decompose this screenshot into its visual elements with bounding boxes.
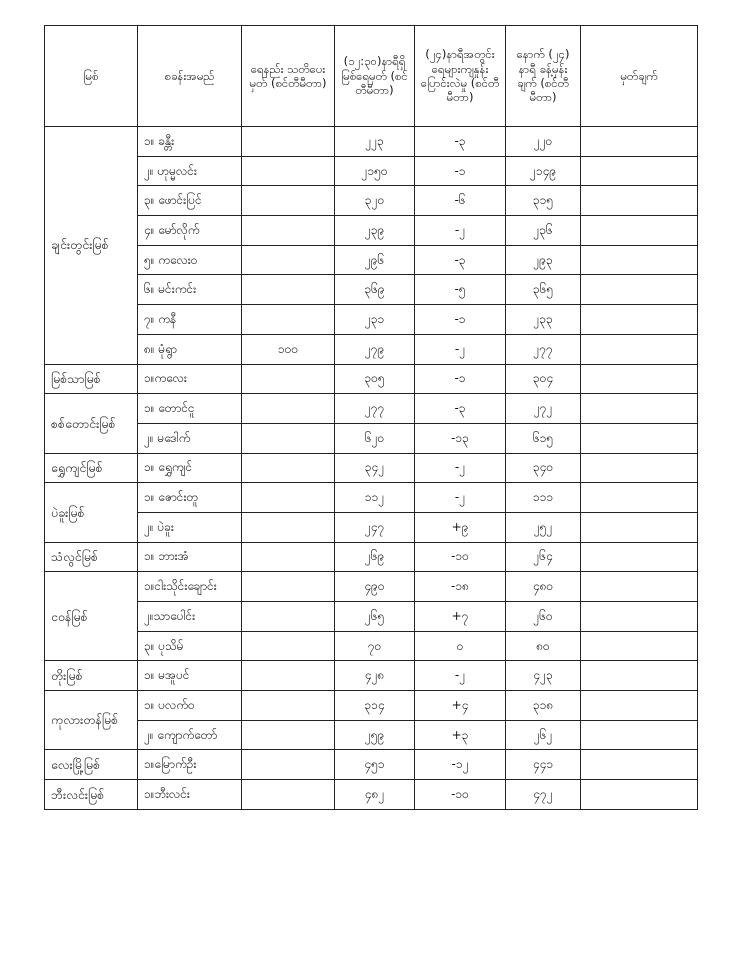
change-cell: -၃ xyxy=(415,394,506,424)
forecast-cell: ၃၀၄ xyxy=(506,364,581,394)
warning-level-cell xyxy=(242,750,335,780)
river-cell: ရွှေကျင်မြစ် xyxy=(45,453,138,483)
change-cell: -၁၃ xyxy=(415,423,506,453)
forecast-cell: ၂၇၂ xyxy=(506,394,581,424)
remark-cell xyxy=(581,720,698,750)
station-cell: ၆။ မင်းကင်း xyxy=(138,275,242,305)
water-level-cell: ၃၀၅ xyxy=(335,364,415,394)
water-level-cell: ၁၁၂ xyxy=(335,483,415,513)
station-cell: ၁။ ဇောင်းတူ xyxy=(138,483,242,513)
water-level-cell: ၂၇၉ xyxy=(335,334,415,364)
forecast-cell: ၂၁၄၉ xyxy=(506,156,581,186)
table-header xyxy=(45,26,698,127)
remark-cell xyxy=(581,750,698,780)
river-cell: ပဲခူးမြစ် xyxy=(45,483,138,542)
forecast-cell: ၂၆၄ xyxy=(506,542,581,572)
header-change-24h: (၂၄)နာရီအတွင်း ရေများကျနှုန်း ပြောင်းလဲမှု (စင်တီမီတာ) xyxy=(415,26,506,127)
change-cell: +၇ xyxy=(415,602,506,632)
header-warning-level: ရေနည်း သတိပေးမှတ် (စင်တီမီတာ) xyxy=(242,26,335,127)
water-level-cell: ၄၂၈ xyxy=(335,661,415,691)
table-row xyxy=(45,275,698,305)
forecast-cell: ၃၁၈ xyxy=(506,691,581,721)
remark-cell xyxy=(581,305,698,335)
warning-level-cell xyxy=(242,305,335,335)
station-cell: ၂။ ကျောက်တော် xyxy=(138,720,242,750)
forecast-cell: ၂၇၇ xyxy=(506,334,581,364)
station-cell: ၁။ကလေး xyxy=(138,364,242,394)
remark-cell xyxy=(581,394,698,424)
remark-cell xyxy=(581,334,698,364)
forecast-cell: ၆၁၅ xyxy=(506,423,581,453)
table-row xyxy=(45,127,698,157)
warning-level-cell xyxy=(242,156,335,186)
station-cell: ၃။ ပုသိမ် xyxy=(138,631,242,661)
forecast-cell: ၂၉၃ xyxy=(506,245,581,275)
change-cell: +၉ xyxy=(415,512,506,542)
table-row xyxy=(45,334,698,364)
warning-level-cell xyxy=(242,245,335,275)
warning-level-cell xyxy=(242,780,335,810)
warning-level-cell xyxy=(242,572,335,602)
warning-level-cell xyxy=(242,542,335,572)
water-level-cell: ၃၂၀ xyxy=(335,186,415,216)
river-cell: စစ်တောင်းမြစ် xyxy=(45,394,138,453)
river-cell: ဘီးလင်းမြစ် xyxy=(45,780,138,810)
water-level-cell: ၂၃၉ xyxy=(335,216,415,246)
forecast-cell: ၄၄၁ xyxy=(506,750,581,780)
water-level-cell: ၄၅၁ xyxy=(335,750,415,780)
remark-cell xyxy=(581,423,698,453)
river-cell: ငဝန်မြစ် xyxy=(45,572,138,661)
remark-cell xyxy=(581,483,698,513)
remark-cell xyxy=(581,572,698,602)
header-forecast-24h: နောက် (၂၄) နာရီ ခန့်မှန်းချက် (စင်တီမီတာ) xyxy=(506,26,581,127)
river-cell: ချင်းတွင်းမြစ် xyxy=(45,127,138,365)
change-cell: -၂ xyxy=(415,453,506,483)
remark-cell xyxy=(581,216,698,246)
forecast-cell: ၂၆၀ xyxy=(506,602,581,632)
forecast-cell: ၄၇၂ xyxy=(506,780,581,810)
station-cell: ၂။သာပေါင်း xyxy=(138,602,242,632)
table-row xyxy=(45,364,698,394)
change-cell: -၂ xyxy=(415,661,506,691)
station-cell: ၁။ဘီးလင်း xyxy=(138,780,242,810)
water-level-cell: ၂၆၉ xyxy=(335,542,415,572)
warning-level-cell xyxy=(242,691,335,721)
table-row xyxy=(45,483,698,513)
water-level-cell: ၃၆၉ xyxy=(335,275,415,305)
water-level-cell: ၂၃၁ xyxy=(335,305,415,335)
warning-level-cell xyxy=(242,661,335,691)
water-level-cell: ၃၁၄ xyxy=(335,691,415,721)
water-level-cell: ၂၉၆ xyxy=(335,245,415,275)
table-row xyxy=(45,156,698,186)
forecast-cell: ၄၂၃ xyxy=(506,661,581,691)
warning-level-cell xyxy=(242,512,335,542)
warning-level-cell xyxy=(242,453,335,483)
forecast-cell: ၈၀ xyxy=(506,631,581,661)
change-cell: -၁ xyxy=(415,305,506,335)
header-water-level: (၁၂:၃၀)နာရီရှိ မြစ်ရေမှတ် (စင်တီမီတာ) xyxy=(335,26,415,127)
water-level-cell: ၂၆၅ xyxy=(335,602,415,632)
water-level-cell: ၇၀ xyxy=(335,631,415,661)
table-row xyxy=(45,572,698,602)
change-cell: -၆ xyxy=(415,186,506,216)
station-cell: ၂။ ဟုမ္မလင်း xyxy=(138,156,242,186)
change-cell: -၂ xyxy=(415,334,506,364)
header-remarks: မှတ်ချက် xyxy=(581,26,698,127)
river-cell: ကုလားတန်မြစ် xyxy=(45,691,138,750)
station-cell: ၈။ မုံရွာ xyxy=(138,334,242,364)
station-cell: ၁။ တောင်ငူ xyxy=(138,394,242,424)
header-station: စခန်းအမည် xyxy=(138,26,242,127)
remark-cell xyxy=(581,542,698,572)
water-level-cell: ၂၅၉ xyxy=(335,720,415,750)
table-row xyxy=(45,394,698,424)
warning-level-cell xyxy=(242,364,335,394)
water-level-cell: ၂၄၇ xyxy=(335,512,415,542)
station-cell: ၂။ မဒေါက် xyxy=(138,423,242,453)
station-cell: ၂။ ပဲခူး xyxy=(138,512,242,542)
warning-level-cell xyxy=(242,631,335,661)
forecast-cell: ၂၂၀ xyxy=(506,127,581,157)
forecast-cell: ၄၈၀ xyxy=(506,572,581,602)
warning-level-cell xyxy=(242,483,335,513)
warning-level-cell xyxy=(242,720,335,750)
forecast-cell: ၂၆၂ xyxy=(506,720,581,750)
change-cell: -၃ xyxy=(415,127,506,157)
table-row xyxy=(45,453,698,483)
forecast-cell: ၂၅၂ xyxy=(506,512,581,542)
station-cell: ၇။ ကနီ xyxy=(138,305,242,335)
forecast-cell: ၃၆၅ xyxy=(506,275,581,305)
remark-cell xyxy=(581,602,698,632)
change-cell: ၀ xyxy=(415,631,506,661)
change-cell: -၁၈ xyxy=(415,572,506,602)
table-row xyxy=(45,602,698,632)
change-cell: -၅ xyxy=(415,275,506,305)
warning-level-cell xyxy=(242,275,335,305)
station-cell: ၁။မြောက်ဦး xyxy=(138,750,242,780)
water-level-cell: ၄၈၂ xyxy=(335,780,415,810)
river-cell: မြစ်သာမြစ် xyxy=(45,364,138,394)
forecast-cell: ၃၄၀ xyxy=(506,453,581,483)
warning-level-cell xyxy=(242,127,335,157)
station-cell: ၃။ ဖောင်းပြင် xyxy=(138,186,242,216)
table-row xyxy=(45,245,698,275)
remark-cell xyxy=(581,275,698,305)
water-level-cell: ၂၂၃ xyxy=(335,127,415,157)
table-row xyxy=(45,305,698,335)
change-cell: -၁၂ xyxy=(415,750,506,780)
forecast-cell: ၂၃၃ xyxy=(506,305,581,335)
table-row xyxy=(45,720,698,750)
remark-cell xyxy=(581,780,698,810)
warning-level-cell xyxy=(242,394,335,424)
change-cell: -၁ xyxy=(415,364,506,394)
header-river: မြစ် xyxy=(45,26,138,127)
warning-level-cell xyxy=(242,423,335,453)
water-level-cell: ၂၁၅၀ xyxy=(335,156,415,186)
remark-cell xyxy=(581,245,698,275)
table-row xyxy=(45,661,698,691)
water-level-cell: ၄၉၀ xyxy=(335,572,415,602)
station-cell: ၁။ ပလက်ဝ xyxy=(138,691,242,721)
table-row xyxy=(45,512,698,542)
station-cell: ၁။ငါးသိုင်းချောင်း xyxy=(138,572,242,602)
table-row xyxy=(45,186,698,216)
table-body xyxy=(45,127,698,810)
remark-cell xyxy=(581,156,698,186)
water-level-cell: ၃၄၂ xyxy=(335,453,415,483)
change-cell: -၁၀ xyxy=(415,542,506,572)
warning-level-cell xyxy=(242,186,335,216)
remark-cell xyxy=(581,364,698,394)
table-row xyxy=(45,423,698,453)
water-level-cell: ၆၂၀ xyxy=(335,423,415,453)
table-row xyxy=(45,780,698,810)
river-level-table xyxy=(44,25,698,810)
forecast-cell: ၁၁၁ xyxy=(506,483,581,513)
change-cell: -၂ xyxy=(415,216,506,246)
header-row xyxy=(45,26,698,127)
remark-cell xyxy=(581,453,698,483)
water-level-cell: ၂၇၇ xyxy=(335,394,415,424)
river-cell: သံလွင်မြစ် xyxy=(45,542,138,572)
change-cell: -၁ xyxy=(415,156,506,186)
warning-level-cell xyxy=(242,602,335,632)
change-cell: +၃ xyxy=(415,720,506,750)
table-row xyxy=(45,691,698,721)
table-row xyxy=(45,631,698,661)
change-cell: -၁၀ xyxy=(415,780,506,810)
station-cell: ၁။ မအူပင် xyxy=(138,661,242,691)
river-cell: လေးမြို့မြစ် xyxy=(45,750,138,780)
remark-cell xyxy=(581,512,698,542)
forecast-cell: ၃၁၅ xyxy=(506,186,581,216)
station-cell: ၁။ ခန္တီး xyxy=(138,127,242,157)
table-row xyxy=(45,216,698,246)
warning-level-cell xyxy=(242,216,335,246)
change-cell: +၄ xyxy=(415,691,506,721)
change-cell: -၃ xyxy=(415,245,506,275)
table-row xyxy=(45,542,698,572)
station-cell: ၁။ ဘားအံ xyxy=(138,542,242,572)
remark-cell xyxy=(581,691,698,721)
remark-cell xyxy=(581,661,698,691)
change-cell: -၂ xyxy=(415,483,506,513)
table-row xyxy=(45,750,698,780)
station-cell: ၄။ မော်လိုက် xyxy=(138,216,242,246)
warning-level-cell: ၁၀၀ xyxy=(242,334,335,364)
remark-cell xyxy=(581,127,698,157)
station-cell: ၁။ ရွှေကျင် xyxy=(138,453,242,483)
remark-cell xyxy=(581,186,698,216)
station-cell: ၅။ ကလေးဝ xyxy=(138,245,242,275)
remark-cell xyxy=(581,631,698,661)
river-cell: တိုးမြစ် xyxy=(45,661,138,691)
forecast-cell: ၂၃၆ xyxy=(506,216,581,246)
